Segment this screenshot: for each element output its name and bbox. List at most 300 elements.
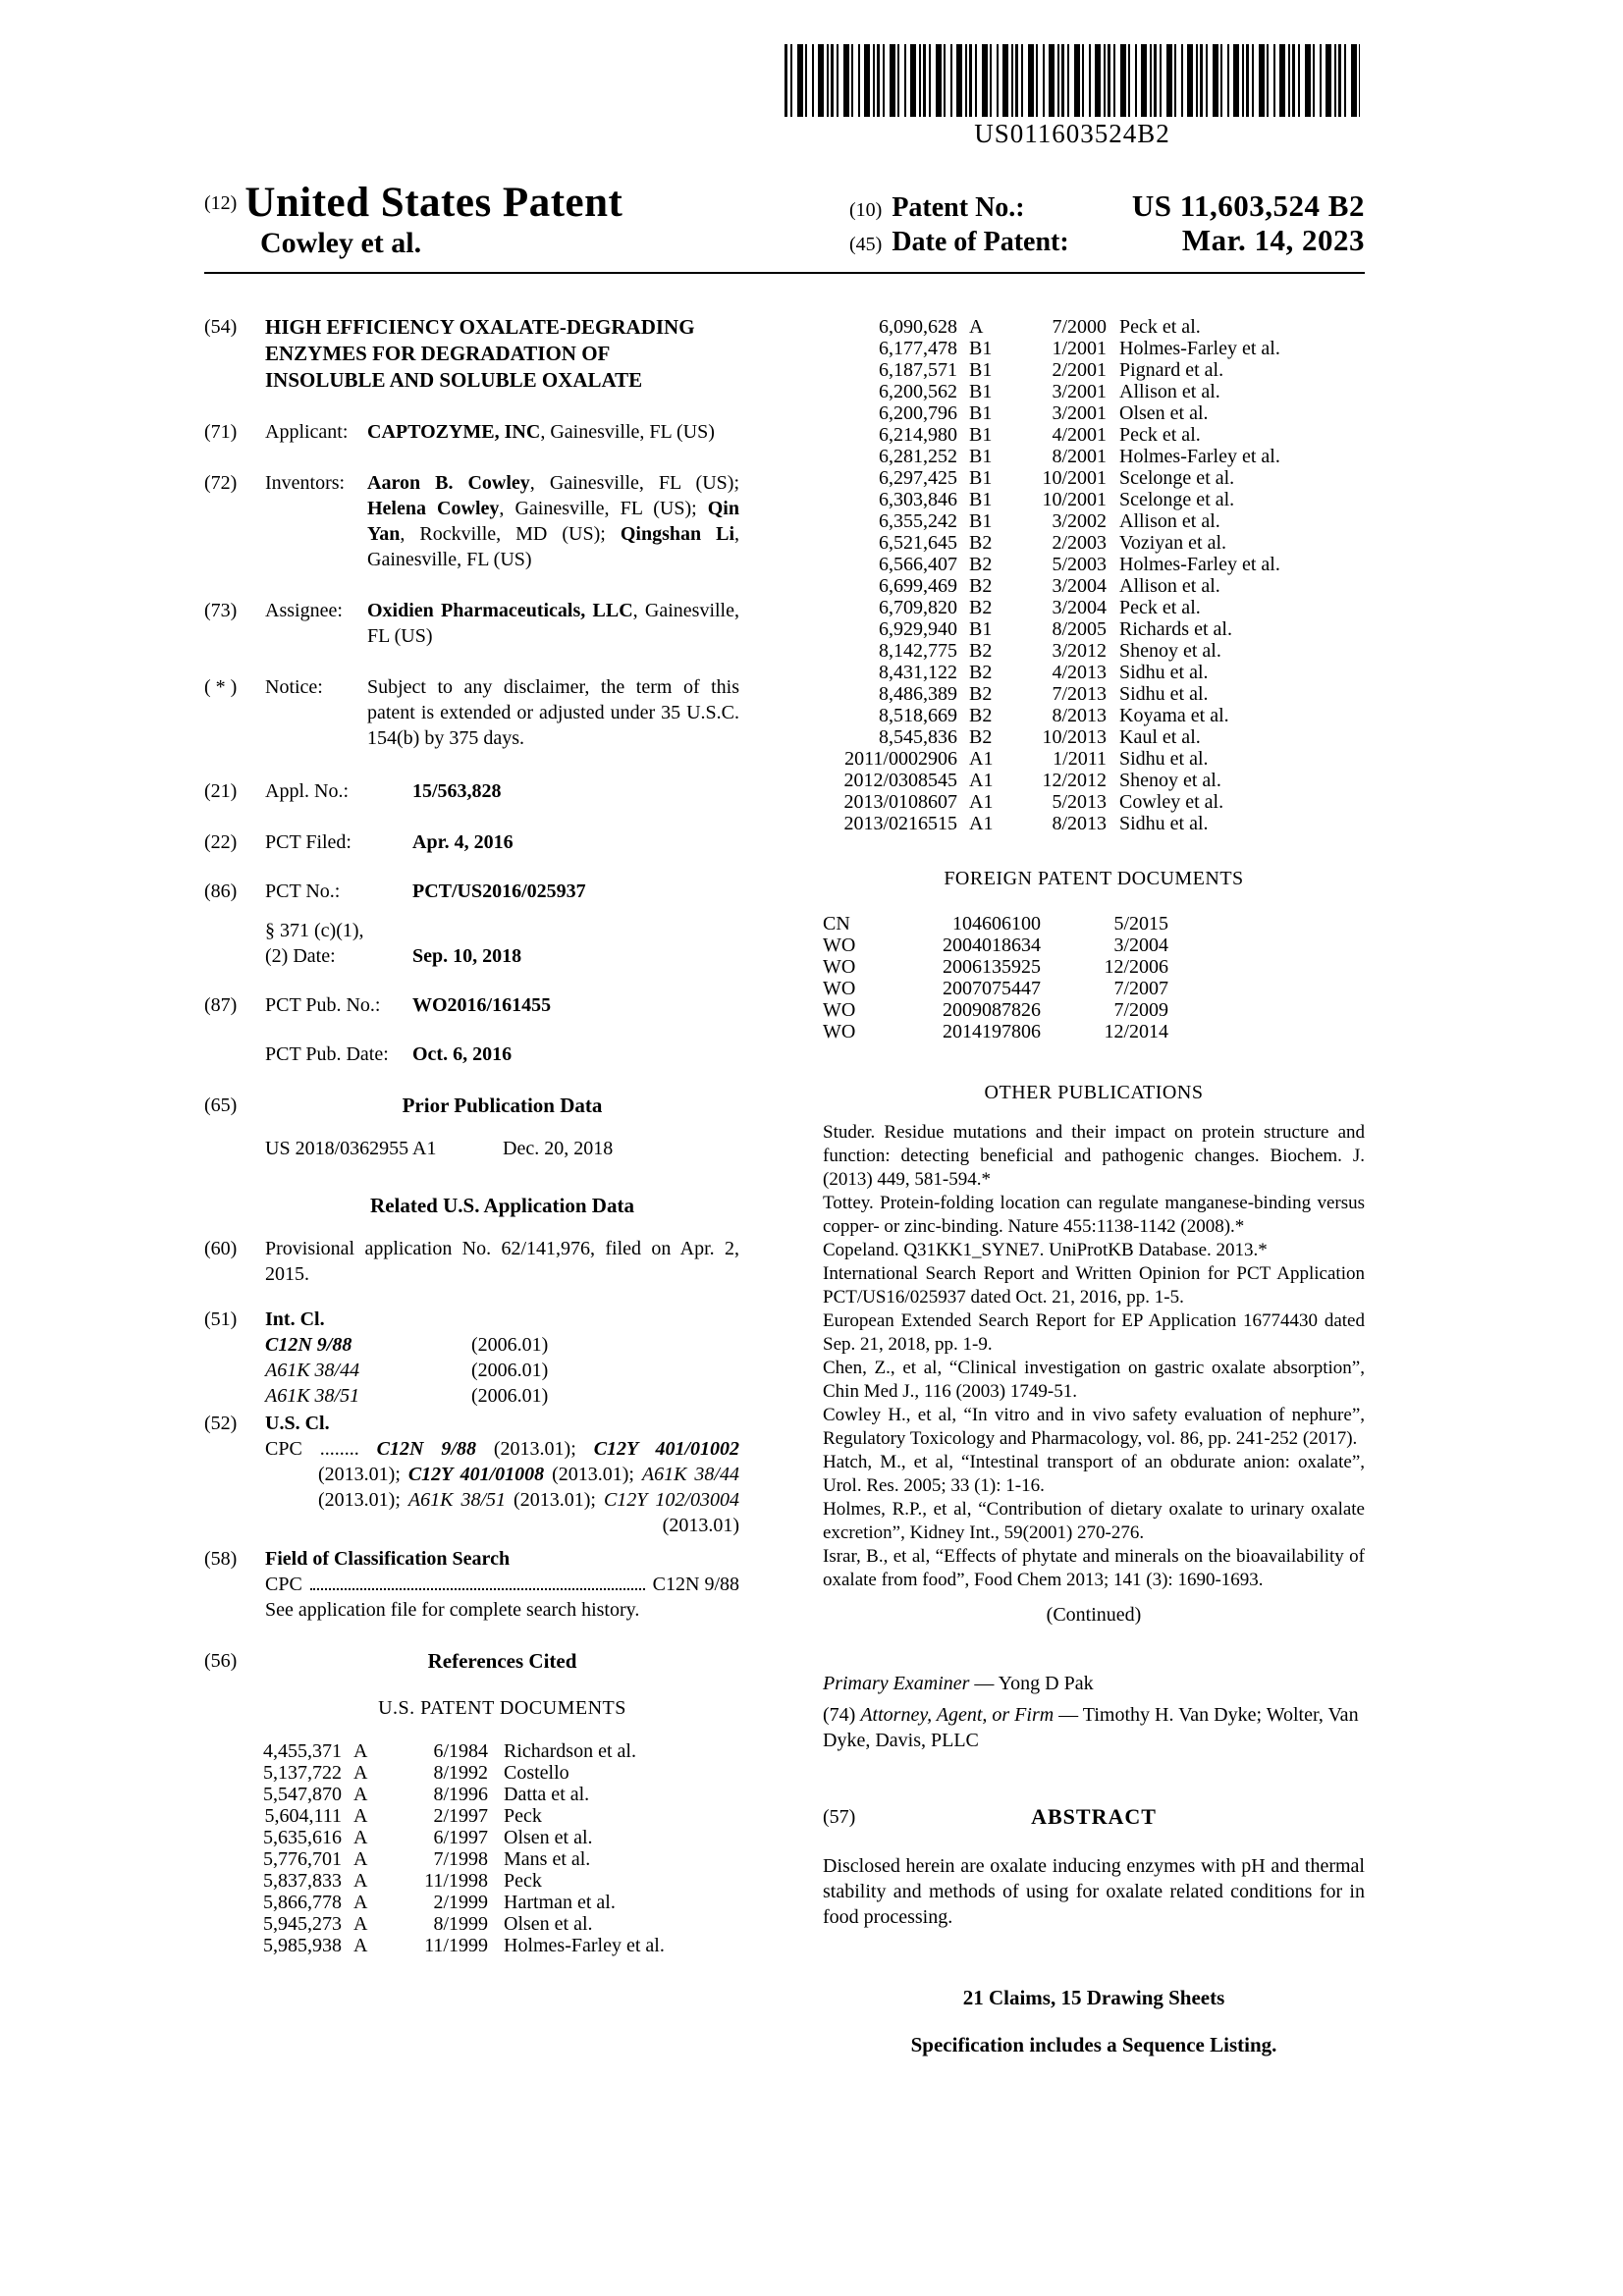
reference-name: Scelonge et al. (1119, 467, 1235, 489)
appl-no-row (265, 778, 739, 804)
reference-number: 8,142,775 (879, 640, 957, 662)
applicant-location: , Gainesville, FL (US) (540, 421, 715, 443)
reference-name: Peck (504, 1805, 542, 1827)
foreign-date: 5/2015 (1113, 913, 1168, 934)
cpc-prefix: CPC ........ (265, 1438, 377, 1460)
reference-name: Richardson et al. (504, 1740, 636, 1762)
field-57-number: (57) (823, 1806, 856, 1828)
cpc-segment: (2013.01); (318, 1464, 408, 1485)
header-left (204, 179, 622, 260)
reference-number: 6,709,820 (879, 597, 957, 618)
foreign-country-code: WO (823, 934, 856, 956)
reference-date: 1/2001 (1052, 338, 1107, 359)
field-86-number: (86) (204, 881, 238, 902)
cpc-segment: (2013.01); (475, 1438, 594, 1460)
notice-label: Notice: (265, 676, 323, 698)
assignee-value (367, 598, 739, 649)
reference-number: 8,431,122 (879, 662, 957, 683)
abstract-heading: ABSTRACT (1031, 1804, 1157, 1829)
invention-title (265, 314, 739, 394)
reference-name: Holmes-Farley et al. (1119, 338, 1280, 359)
cpc-segment: C12Y 401/01008 (407, 1464, 545, 1485)
reference-kind: A (353, 1848, 368, 1870)
reference-name: Scelonge et al. (1119, 489, 1235, 510)
cpc-segment: (2013.01) (662, 1515, 739, 1536)
reference-kind: A1 (969, 748, 994, 770)
inventor-item (367, 472, 739, 494)
int-cl-code: A61K 38/44 (265, 1360, 360, 1381)
field-71-number: (71) (204, 421, 238, 443)
notice-row (265, 674, 739, 751)
reference-kind: B2 (969, 683, 993, 705)
reference-number: 2013/0108607 (843, 791, 957, 813)
patent-date-label: Date of Patent: (892, 227, 1069, 257)
inventors-label: Inventors: (265, 472, 346, 494)
reference-date: 5/2003 (1052, 554, 1107, 575)
reference-kind: B2 (969, 726, 993, 748)
notice-text: Subject to any disclaimer, the term of this patent is extended or adjusted under 35 U.S.C. 154(b) by 375 days. (367, 676, 739, 749)
continued-note: (Continued) (1046, 1604, 1142, 1626)
us-references-table-left (251, 1740, 739, 1956)
reference-date: 7/1998 (433, 1848, 488, 1870)
cpc-segment: C12Y 401/01002 (593, 1438, 740, 1460)
other-publications-list (823, 1121, 1365, 1592)
reference-name: Olsen et al. (504, 1827, 593, 1848)
barcode-label: US011603524B2 (974, 119, 1170, 148)
us-reference-row (251, 1827, 739, 1848)
reference-date: 4/2001 (1052, 424, 1107, 446)
us-reference-row (823, 748, 1365, 770)
reference-number: 6,281,252 (879, 446, 957, 467)
reference-number: 8,486,389 (879, 683, 957, 705)
int-cl-year: (2006.01) (471, 1360, 549, 1381)
reference-kind: A (353, 1827, 368, 1848)
section-71-applicant (204, 419, 739, 445)
foreign-number: 2004018634 (943, 934, 1041, 956)
field-65-number: (65) (204, 1095, 238, 1116)
inventor-name: Qin Yan (367, 498, 739, 545)
us-reference-row (823, 316, 1365, 338)
reference-name: Sidhu et al. (1119, 813, 1209, 834)
reference-date: 7/2013 (1052, 683, 1107, 705)
reference-kind: B1 (969, 359, 993, 381)
reference-kind: B2 (969, 597, 993, 618)
other-publications-heading: OTHER PUBLICATIONS (984, 1082, 1204, 1103)
foreign-date: 7/2007 (1113, 978, 1168, 999)
patent-date-value: Mar. 14, 2023 (1181, 223, 1365, 257)
int-cl-row (265, 1358, 739, 1383)
reference-kind: A (969, 316, 984, 338)
section-87-pct-pub (204, 992, 739, 1067)
reference-date: 2/2001 (1052, 359, 1107, 381)
reference-number: 2011/0002906 (844, 748, 957, 770)
reference-number: 5,137,722 (263, 1762, 342, 1784)
reference-name: Shenoy et al. (1119, 640, 1221, 662)
reference-number: 6,929,940 (879, 618, 957, 640)
us-reference-row (823, 770, 1365, 791)
assignee-label: Assignee: (265, 600, 343, 621)
reference-name: Allison et al. (1119, 510, 1220, 532)
us-reference-row (823, 683, 1365, 705)
foreign-date: 12/2014 (1104, 1021, 1168, 1042)
field-73-number: (73) (204, 600, 238, 621)
cpc-segment: C12N 9/88 (376, 1438, 476, 1460)
dot-leader (310, 1588, 645, 1590)
reference-kind: B1 (969, 381, 993, 402)
inventor-location: , Gainesville, FL (US); (499, 498, 708, 519)
int-cl-code: A61K 38/51 (265, 1385, 360, 1407)
reference-date: 8/1992 (433, 1762, 488, 1784)
section-72-inventors (204, 470, 739, 572)
foreign-country-code: WO (823, 956, 856, 978)
section-51-int-cl (204, 1307, 739, 1409)
us-references-table-right (823, 316, 1365, 834)
publication-item: Hatch, M., et al, “Intestinal transport of an obdurate anion: oxalate”, Urol. Res. 2005; 33 (1): 1-16. (823, 1452, 1365, 1496)
reference-date: 3/2004 (1052, 575, 1107, 597)
patent-number-label: Patent No.: (892, 192, 1025, 223)
references-cited-heading: References Cited (427, 1649, 577, 1673)
inventor-byline: Cowley et al. (260, 227, 422, 259)
inventors-list (367, 470, 739, 572)
field-search-cpc-value: C12N 9/88 (652, 1574, 739, 1595)
us-reference-row (823, 532, 1365, 554)
reference-number: 6,214,980 (879, 424, 957, 446)
section-60-provisional (204, 1236, 739, 1287)
reference-date: 11/1998 (424, 1870, 488, 1892)
us-reference-row (823, 424, 1365, 446)
field-72-number: (72) (204, 472, 238, 494)
reference-name: Datta et al. (504, 1784, 590, 1805)
field-56-number: (56) (204, 1650, 238, 1672)
reference-name: Koyama et al. (1119, 705, 1229, 726)
reference-number: 6,699,469 (879, 575, 957, 597)
invention-title-line: INSOLUBLE AND SOLUBLE OXALATE (265, 368, 643, 392)
reference-name: Peck et al. (1119, 316, 1201, 338)
reference-date: 6/1997 (433, 1827, 488, 1848)
attorney-names: — Timothy H. Van Dyke; Wolter, Van Dyke, Davis, PLLC (823, 1704, 1359, 1751)
reference-number: 8,545,836 (879, 726, 957, 748)
publication-item: Chen, Z., et al, “Clinical investigation on gastric oxalate absorption”, Chin Med J., 116 (2003) 1749-51. (823, 1358, 1365, 1402)
us-cl-cpc (265, 1436, 739, 1538)
reference-name: Shenoy et al. (1119, 770, 1221, 791)
section-73-assignee (204, 598, 739, 649)
field-60-number: (60) (204, 1238, 238, 1259)
section-52-us-cl (204, 1411, 739, 1538)
reference-number: 5,547,870 (263, 1784, 342, 1805)
us-reference-row (823, 554, 1365, 575)
document-kind-title: United States Patent (244, 180, 623, 226)
reference-date: 10/2001 (1042, 489, 1107, 510)
reference-date: 3/2002 (1052, 510, 1107, 532)
cpc-segment: A61K 38/51 (407, 1489, 507, 1511)
reference-number: 2013/0216515 (843, 813, 957, 834)
foreign-country-code: WO (823, 978, 856, 999)
prior-publication-number: US 2018/0362955 A1 (265, 1138, 437, 1159)
reference-kind: A1 (969, 791, 994, 813)
reference-name: Sidhu et al. (1119, 748, 1209, 770)
applicant-value (367, 419, 739, 445)
foreign-patent-row (823, 956, 1365, 978)
us-reference-row (251, 1935, 739, 1956)
reference-kind: B1 (969, 618, 993, 640)
prior-publication-heading: Prior Publication Data (402, 1094, 603, 1117)
int-cl-row (265, 1383, 739, 1409)
field-search-cpc-label: CPC (265, 1574, 302, 1595)
reference-name: Holmes-Farley et al. (1119, 554, 1280, 575)
reference-date: 3/2004 (1052, 597, 1107, 618)
patent-number-row (849, 188, 1365, 223)
pct-pub-block (265, 992, 739, 1067)
us-reference-row (823, 705, 1365, 726)
reference-number: 6,187,571 (879, 359, 957, 381)
field-12-number: (12) (204, 192, 238, 214)
reference-kind: A (353, 1935, 368, 1956)
pct-pub-date-value: Oct. 6, 2016 (412, 1043, 513, 1065)
reference-date: 10/2013 (1042, 726, 1107, 748)
pct-pub-date-row (265, 1041, 739, 1067)
us-cl-block (265, 1411, 739, 1538)
reference-name: Allison et al. (1119, 381, 1220, 402)
reference-kind: A1 (969, 770, 994, 791)
reference-kind: B1 (969, 338, 993, 359)
reference-date: 7/2000 (1052, 316, 1107, 338)
reference-number: 6,090,628 (879, 316, 957, 338)
pct-371-date-row (265, 943, 739, 969)
us-reference-row (251, 1892, 739, 1913)
section-65-prior-pub (204, 1093, 739, 1161)
reference-date: 2/1999 (433, 1892, 488, 1913)
pct-pub-no-value: WO2016/161455 (412, 994, 552, 1016)
field-87-number: (87) (204, 994, 238, 1016)
pct-371-date-label: (2) Date: (265, 945, 336, 967)
foreign-date: 7/2009 (1113, 999, 1168, 1021)
field-search-block (265, 1546, 739, 1623)
foreign-patents-table (823, 913, 1365, 1042)
us-reference-row (823, 640, 1365, 662)
reference-number: 5,776,701 (263, 1848, 342, 1870)
section-notice (204, 674, 739, 751)
us-reference-row (823, 338, 1365, 359)
header-right (849, 188, 1365, 257)
prior-publication-date: Dec. 20, 2018 (503, 1138, 614, 1159)
inventor-location: , Rockville, MD (US); (400, 523, 621, 545)
reference-date: 8/1996 (433, 1784, 488, 1805)
cpc-segments (318, 1438, 739, 1536)
field-54-number: (54) (204, 316, 238, 338)
cpc-segment: C12Y 102/03004 (603, 1489, 739, 1511)
reference-date: 8/2001 (1052, 446, 1107, 467)
reference-date: 3/2012 (1052, 640, 1107, 662)
reference-name: Olsen et al. (504, 1913, 593, 1935)
foreign-patent-row (823, 913, 1365, 934)
cpc-segment: (2013.01); (544, 1464, 642, 1485)
int-cl-year: (2006.01) (471, 1385, 549, 1407)
reference-kind: A (353, 1784, 368, 1805)
field-10-number: (10) (849, 199, 883, 221)
reference-number: 6,566,407 (879, 554, 957, 575)
field-45-number: (45) (849, 234, 883, 255)
us-reference-row (823, 575, 1365, 597)
reference-number: 6,521,645 (879, 532, 957, 554)
invention-title-line: ENZYMES FOR DEGRADATION OF (265, 342, 611, 365)
us-reference-row (823, 402, 1365, 424)
reference-date: 8/2013 (1052, 813, 1107, 834)
us-reference-row (251, 1805, 739, 1827)
reference-number: 8,518,669 (879, 705, 957, 726)
field-22-number: (22) (204, 831, 238, 853)
patent-date-row (849, 223, 1365, 257)
primary-examiner-name: — Yong D Pak (969, 1673, 1094, 1694)
publication-item: Copeland. Q31KK1_SYNE7. UniProtKB Database. 2013.* (823, 1240, 1268, 1260)
pct-371-line: § 371 (c)(1), (265, 920, 364, 941)
us-reference-row (823, 381, 1365, 402)
cpc-segment: (2013.01); (506, 1489, 604, 1511)
assignee-name: Oxidien Pharmaceuticals, LLC (367, 600, 633, 621)
reference-kind: B2 (969, 662, 993, 683)
int-cl-rows (265, 1332, 739, 1409)
foreign-date: 3/2004 (1113, 934, 1168, 956)
pct-pub-date-label: PCT Pub. Date: (265, 1043, 389, 1065)
reference-kind: A (353, 1913, 368, 1935)
prior-publication-row (265, 1136, 739, 1161)
appl-no-value: 15/563,828 (412, 780, 502, 802)
section-22-pct-filed (204, 829, 739, 855)
reference-date: 11/1999 (424, 1935, 488, 1956)
cpc-segment: (2013.01); (318, 1489, 408, 1511)
us-reference-row (823, 446, 1365, 467)
int-cl-code: C12N 9/88 (265, 1334, 352, 1356)
reference-name: Olsen et al. (1119, 402, 1209, 424)
header-divider (204, 272, 1365, 274)
reference-kind: A1 (969, 813, 994, 834)
invention-title-line: HIGH EFFICIENCY OXALATE-DEGRADING (265, 315, 695, 339)
reference-date: 5/2013 (1052, 791, 1107, 813)
publication-item: Tottey. Protein-folding location can regulate manganese-binding versus copper- or zinc-binding. Nature 455:1138-1142 (2008).* (823, 1193, 1365, 1237)
field-52-number: (52) (204, 1413, 238, 1434)
reference-kind: A (353, 1892, 368, 1913)
reference-date: 4/2013 (1052, 662, 1107, 683)
reference-number: 5,866,778 (263, 1892, 342, 1913)
publication-item: Cowley H., et al, “In vitro and in vivo safety evaluation of nephure”, Regulatory Toxicology and Pharmacology, vol. 86, pp. 241-252 (2017). (823, 1405, 1365, 1449)
left-column (204, 312, 739, 1956)
reference-kind: A (353, 1762, 368, 1784)
section-86-pct-no (204, 879, 739, 969)
reference-name: Hartman et al. (504, 1892, 616, 1913)
inventor-name: Qingshan Li (620, 523, 734, 545)
inventors-row (265, 470, 739, 572)
publication-item: Studer. Residue mutations and their impact on protein structure and function: detecting beneficial and pathogenic changes. Biochem. J. (2013) 449, 581-594.* (823, 1122, 1365, 1190)
reference-number: 6,177,478 (879, 338, 957, 359)
us-reference-row (251, 1740, 739, 1762)
reference-date: 2/1997 (433, 1805, 488, 1827)
reference-name: Costello (504, 1762, 569, 1784)
reference-name: Holmes-Farley et al. (504, 1935, 665, 1956)
reference-date: 6/1984 (433, 1740, 488, 1762)
reference-date: 2/2003 (1052, 532, 1107, 554)
foreign-country-code: CN (823, 913, 850, 934)
inventor-location: , Gainesville, FL (US) (367, 523, 739, 570)
reference-kind: B1 (969, 402, 993, 424)
claims-line: 21 Claims, 15 Drawing Sheets (962, 1986, 1225, 2009)
field-search-cpc-row (265, 1572, 739, 1597)
reference-date: 12/2012 (1042, 770, 1107, 791)
us-reference-row (823, 467, 1365, 489)
reference-kind: B2 (969, 705, 993, 726)
inventor-name: Aaron B. Cowley (367, 472, 530, 494)
us-reference-row (251, 1913, 739, 1935)
reference-name: Cowley et al. (1119, 791, 1224, 813)
foreign-patent-row (823, 978, 1365, 999)
foreign-patent-row (823, 1021, 1365, 1042)
reference-kind: B1 (969, 489, 993, 510)
reference-name: Pignard et al. (1119, 359, 1224, 381)
abstract-text: Disclosed herein are oxalate inducing enzymes with pH and thermal stability and methods of using for oxalate related conditions for in food processing. (823, 1855, 1365, 1928)
us-reference-row (823, 618, 1365, 640)
foreign-country-code: WO (823, 999, 856, 1021)
publication-item: International Search Report and Written Opinion for PCT Application PCT/US16/025937 dated Oct. 21, 2016, pp. 1-5. (823, 1263, 1365, 1308)
int-cl-block (265, 1307, 739, 1409)
reference-date: 3/2001 (1052, 402, 1107, 424)
pct-pub-no-label: PCT Pub. No.: (265, 994, 381, 1016)
foreign-patents-heading: FOREIGN PATENT DOCUMENTS (944, 868, 1244, 889)
field-search-heading: Field of Classification Search (265, 1548, 511, 1570)
us-reference-row (251, 1848, 739, 1870)
reference-name: Sidhu et al. (1119, 683, 1209, 705)
attorney-line (823, 1702, 1365, 1753)
pct-no-value: PCT/US2016/025937 (412, 881, 586, 902)
field-search-note: See application file for complete search history. (265, 1599, 640, 1621)
section-54-title (204, 314, 739, 394)
reference-kind: B2 (969, 554, 993, 575)
foreign-country-code: WO (823, 1021, 856, 1042)
us-reference-row (251, 1870, 739, 1892)
publication-item: Israr, B., et al, “Effects of phytate and minerals on the bioavailability of oxalate from food”, Food Chem 2013; 141 (3): 1690-1693. (823, 1546, 1365, 1590)
reference-name: Peck et al. (1119, 424, 1201, 446)
sequence-listing-line: Specification includes a Sequence Listing. (910, 2033, 1277, 2056)
publication-item: Holmes, R.P., et al, “Contribution of dietary oxalate to urinary oxalate excretion”, Kidney Int., 59(2001) 270-276. (823, 1499, 1365, 1543)
section-56-references (204, 1648, 739, 1721)
assignee-location: , Gainesville, FL (US) (367, 600, 739, 647)
reference-name: Allison et al. (1119, 575, 1220, 597)
reference-date: 8/2005 (1052, 618, 1107, 640)
reference-name: Mans et al. (504, 1848, 591, 1870)
reference-kind: B2 (969, 532, 993, 554)
reference-name: Richards et al. (1119, 618, 1232, 640)
foreign-date: 12/2006 (1104, 956, 1168, 978)
related-data-heading: Related U.S. Application Data (370, 1194, 634, 1217)
applicant-row (265, 419, 739, 445)
right-column (823, 312, 1365, 2057)
reference-kind: B2 (969, 575, 993, 597)
reference-number: 6,297,425 (879, 467, 957, 489)
publication-item: European Extended Search Report for EP Application 16774430 dated Sep. 21, 2018, pp. 1-9. (823, 1310, 1365, 1355)
reference-number: 6,200,562 (879, 381, 957, 402)
us-reference-row (251, 1762, 739, 1784)
us-reference-row (823, 662, 1365, 683)
reference-number: 5,985,938 (263, 1935, 342, 1956)
field-21-number: (21) (204, 780, 238, 802)
reference-kind: B1 (969, 424, 993, 446)
reference-date: 8/2013 (1052, 705, 1107, 726)
reference-date: 8/1999 (433, 1913, 488, 1935)
primary-examiner-label: Primary Examiner (823, 1673, 970, 1694)
patent-number-value: US 11,603,524 B2 (1131, 188, 1365, 223)
applicant-name: CAPTOZYME, INC (367, 421, 541, 443)
reference-number: 2012/0308545 (843, 770, 957, 791)
reference-date: 1/2011 (1053, 748, 1107, 770)
us-patent-documents-heading: U.S. PATENT DOCUMENTS (378, 1697, 626, 1719)
pct-filed-row (265, 829, 739, 855)
